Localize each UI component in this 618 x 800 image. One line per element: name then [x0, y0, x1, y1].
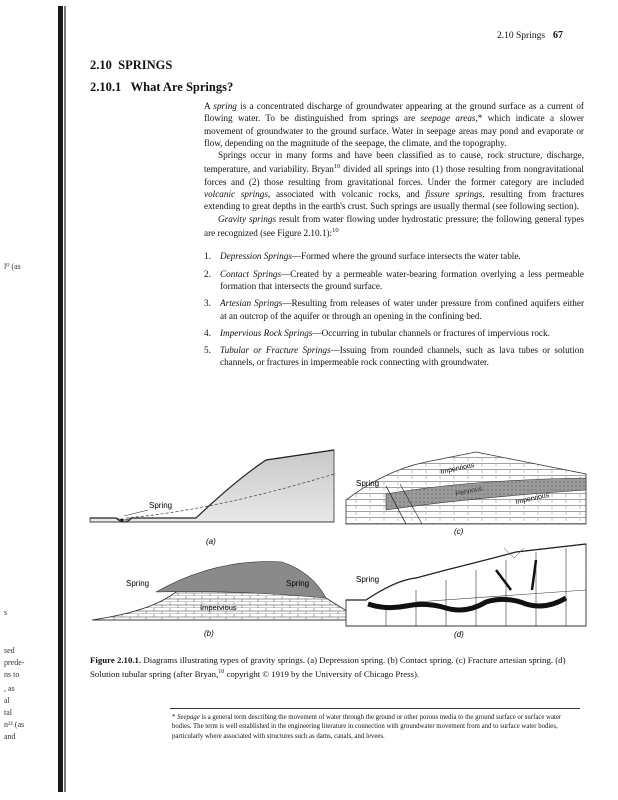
margin-fragment: sed — [4, 646, 15, 655]
section-number: 2.10 — [90, 58, 112, 72]
margin-fragment: prede- — [4, 658, 25, 667]
margin-fragment: n²² (as — [4, 720, 25, 729]
binding-shadow — [58, 6, 63, 792]
list-item: 3. Artesian Springs—Resulting from releases of water under pressure from confined aquifers either at an outcrop of the aquifer or through an opening in the confining bed. — [204, 298, 584, 321]
figure-d-label: (d) — [454, 630, 464, 639]
figure-c-label: (c) — [454, 527, 464, 536]
figure-caption: Figure 2.10.1. Diagrams illustrating types of gravity springs. (a) Depression spring. (b) Contact spring. (c) Fracture artesian spring. (d) Solution tubular spring (after Bryan,$^{10}$ copyright © 1919 by the University of Chicago Press). — [90, 655, 566, 679]
list-item: 2. Contact Springs—Created by a permeable water-bearing formation overlying a less permeable formation that intersects the ground surface. — [204, 268, 584, 291]
subsection-number: 2.10.1 — [90, 80, 122, 94]
section-heading — [90, 58, 172, 73]
diagram-a-depression-spring — [90, 450, 334, 546]
margin-fragment: and — [4, 732, 16, 741]
list-item: 1. Depression Springs—Formed where the ground surface intersects the water table. — [204, 251, 521, 262]
spring-label: Spring — [126, 579, 150, 588]
subsection-heading — [90, 80, 233, 95]
footnote: * Seepage is a general term describing the movement of water through the ground or other porous media to the ground surface or surface water bodies. The term is well established in the engineering literature in connection with groundwater movement from and to surface water bodies, particularly where associated with structures such as dams, canals, and levees. — [172, 714, 562, 740]
footnote-rule — [170, 708, 580, 709]
impervious-label: Impervious — [439, 461, 475, 476]
section-title: SPRINGS — [118, 58, 173, 72]
list-item: 4. Impervious Rock Springs—Occurring in tubular channels or fractures of impervious rock. — [204, 327, 550, 338]
list-item: 5. Tubular or Fracture Springs—Issuing from rounded channels, such as lava tubes or solution channels, or fractures in impermeable rock connecting with groundwater. — [204, 345, 584, 368]
running-header — [497, 30, 563, 41]
springs-figure — [86, 440, 596, 650]
diagram-c-fracture-artesian — [346, 452, 586, 536]
margin-fragment: l⁰ (as — [4, 262, 21, 271]
impervious-label: Impervious — [514, 491, 550, 506]
impervious-label: Impervious — [200, 603, 237, 612]
spring-label: Spring — [286, 579, 310, 588]
pervious-label: Pervious — [454, 485, 484, 498]
body-text — [204, 100, 584, 374]
diagram-b-contact-spring — [92, 562, 362, 638]
figure-a-label: (a) — [206, 537, 216, 546]
spring-types-list — [204, 250, 584, 368]
page-number: 67 — [553, 30, 564, 41]
margin-fragment: s — [4, 608, 8, 617]
margin-fragment: ns to — [4, 670, 20, 679]
binding-edge — [64, 6, 66, 792]
paragraph: Gravity springs result from water flowing under hydrostatic pressure; the following general types are recognized (see Figure 2.10.1):$^{10}$ — [204, 213, 585, 239]
spring-label: Spring — [356, 479, 380, 488]
paragraph: A spring is a concentrated discharge of groundwater appearing at the ground surface as a current of flowing water. To be distinguished from springs are seepage areas,* which indicate a slower movement of groundwater to the ground surface. Water in seepage areas may pond and evaporate or flow, depending on the magnitude of the seepage, the climate, and the topography. — [204, 101, 584, 148]
paragraph: Springs occur in many forms and have been classified as to cause, rock structure, discharge, temperature, and variability. Bryan$^{10}$ divided all springs into (1) those resulting from nongravitational forces and (2) those resulting from gravitational forces. Under the former category are included volcanic springs, associated with volcanic rocks, and fissure springs, resulting from fractures extending to great depths in the earth's crust. Such springs are usually thermal (see following section). — [204, 150, 584, 212]
left-gutter — [0, 0, 70, 800]
margin-fragment: tal — [4, 708, 12, 717]
subsection-title: What Are Springs? — [130, 80, 234, 94]
figure-b-label: (b) — [204, 629, 214, 638]
diagram-d-solution-tubular — [346, 544, 586, 639]
spring-label: Spring — [356, 575, 380, 584]
margin-fragment: al — [4, 696, 10, 705]
running-header-section: 2.10 Springs — [497, 31, 546, 41]
spring-label: Spring — [149, 501, 173, 510]
margin-fragment: , as — [4, 684, 15, 693]
